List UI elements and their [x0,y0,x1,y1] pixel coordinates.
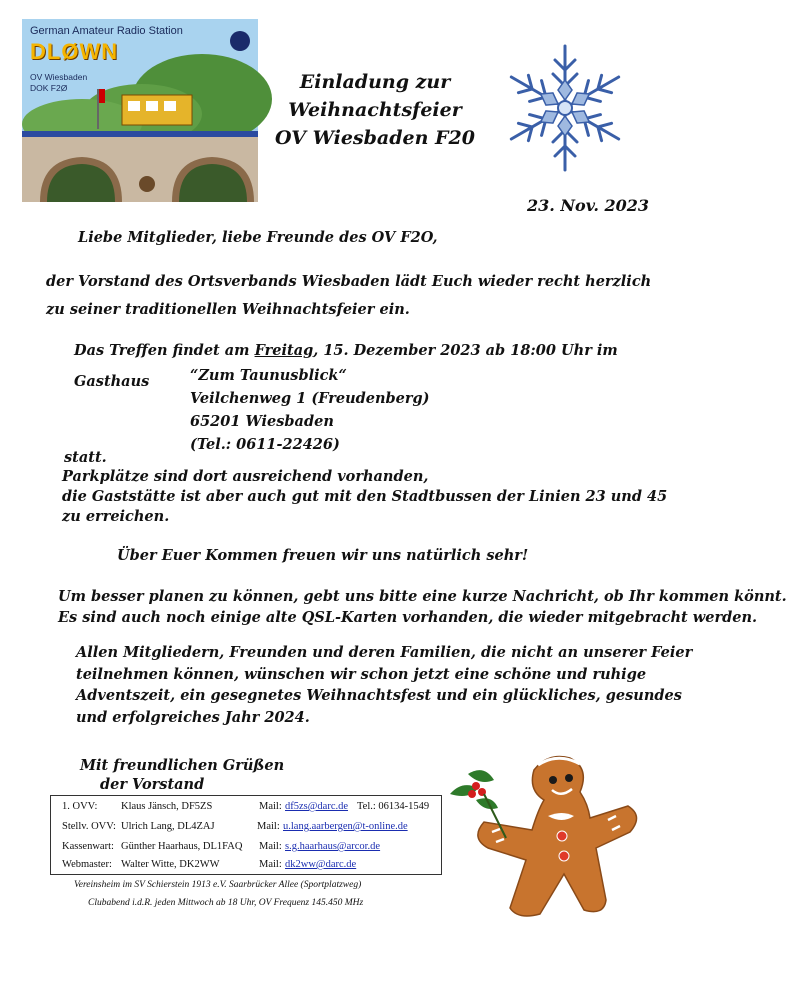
contact-role: 1. OVV: [62,801,98,812]
contact-row [62,841,437,855]
contact-row [62,801,437,815]
letter-date: 23. Nov. 2023 [527,196,650,215]
parking-line: zu erreichen. [62,508,170,525]
contact-email-link[interactable]: df5zs@darc.de [285,801,349,812]
meeting-line [74,340,618,362]
parking-line: die Gaststätte ist aber auch gut mit den Stadtbussen der Linien 23 und 45 [62,488,668,505]
title-line: Einladung zur [299,71,451,93]
closing-line: der Vorstand [100,776,205,793]
gingerbread-icon [448,750,648,920]
contact-email-link[interactable]: dk2ww@darc.de [285,859,357,870]
contact-phone: Tel.: 06134-1549 [357,801,430,812]
wishes-line: Allen Mitgliedern, Freunden und deren Familien, die nicht an unserer Feier [76,644,693,661]
page-title [270,68,480,152]
wishes-line: und erfolgreiches Jahr 2024. [76,708,310,726]
meeting-prefix: Das Treffen findet am [74,342,255,359]
logo-line-dok: DOK F2Ø [30,83,68,93]
mail-label: Mail: [257,821,280,832]
logo-line-ov: OV Wiesbaden [30,72,88,82]
contact-row [62,821,437,835]
contact-email-link[interactable]: s.g.haarhaus@arcor.de [285,841,381,852]
welcome-line: Über Euer Kommen freuen wir uns natürlich sehr! [117,547,529,564]
club-logo [22,19,258,202]
meeting-day: Freitag [254,342,314,359]
venue-label: Gasthaus [74,373,150,390]
parking-line: Parkplätze sind dort ausreichend vorhanden, [62,468,429,485]
wishes-line: teilnehmen können, wünschen wir schon jetzt eine schöne und ruhige [76,665,647,683]
title-line: OV Wiesbaden F20 [275,127,475,149]
mail-label: Mail: [259,841,282,852]
venue-city: 65201 Wiesbaden [190,413,334,430]
contacts-table [50,795,442,875]
contact-name: Ulrich Lang, DL4ZAJ [121,821,215,832]
logo-heading: German Amateur Radio Station [30,25,183,37]
planning-paragraph [58,586,787,628]
contact-role: Kassenwart: [62,841,114,852]
statt-text: statt. [64,449,107,466]
contact-row [62,859,437,873]
venue-street: Veilchenweg 1 (Freudenberg) [190,390,430,407]
contact-email-link[interactable]: u.lang.aarbergen@t-online.de [283,821,408,832]
venue-phone: (Tel.: 0611-22426) [190,436,340,453]
contact-role: Webmaster: [62,859,112,870]
title-line: Weihnachtsfeier [288,99,462,121]
mail-label: Mail: [259,859,282,870]
wishes-line: Adventszeit, ein gesegnetes Weihnachtsfest und ein glückliches, gesundes [76,687,682,704]
parking-paragraph [62,467,667,527]
intro-line: zu seiner traditionellen Weihnachtsfeier ein. [46,301,410,318]
closing [80,756,284,794]
closing-line: Mit freundlichen Grüßen [80,757,285,774]
footer-line-venue: Vereinsheim im SV Schierstein 1913 e.V. Saarbrücker Allee (Sportplatzweg) [74,880,362,890]
venue-address [190,364,430,456]
intro-line: der Vorstand des Ortsverbands Wiesbaden lädt Euch wieder recht herzlich [46,273,652,290]
contact-role: Stellv. OVV: [62,821,116,832]
contact-name: Klaus Jänsch, DF5ZS [121,801,213,812]
logo-callsign: DLØWN [30,39,119,64]
planning-line: Es sind auch noch einige alte QSL-Karten vorhanden, die wieder mitgebracht werden. [58,609,758,626]
wishes-paragraph [76,642,692,728]
greeting: Liebe Mitglieder, liebe Freunde des OV F2O, [78,229,438,246]
contact-name: Walter Witte, DK2WW [121,859,220,870]
contact-name: Günther Haarhaus, DL1FAQ [121,841,243,852]
planning-line: Um besser planen zu können, gebt uns bitte eine kurze Nachricht, ob Ihr kommen könnt. [58,588,787,605]
mail-label: Mail: [259,801,282,812]
venue-name: “Zum Taunusblick“ [190,367,347,384]
meeting-suffix: , 15. Dezember 2023 ab 18:00 Uhr im [313,342,618,359]
footer-line-club: Clubabend i.d.R. jeden Mittwoch ab 18 Uhr, OV Frequenz 145.450 MHz [88,898,364,908]
snowflake-icon [490,38,640,178]
